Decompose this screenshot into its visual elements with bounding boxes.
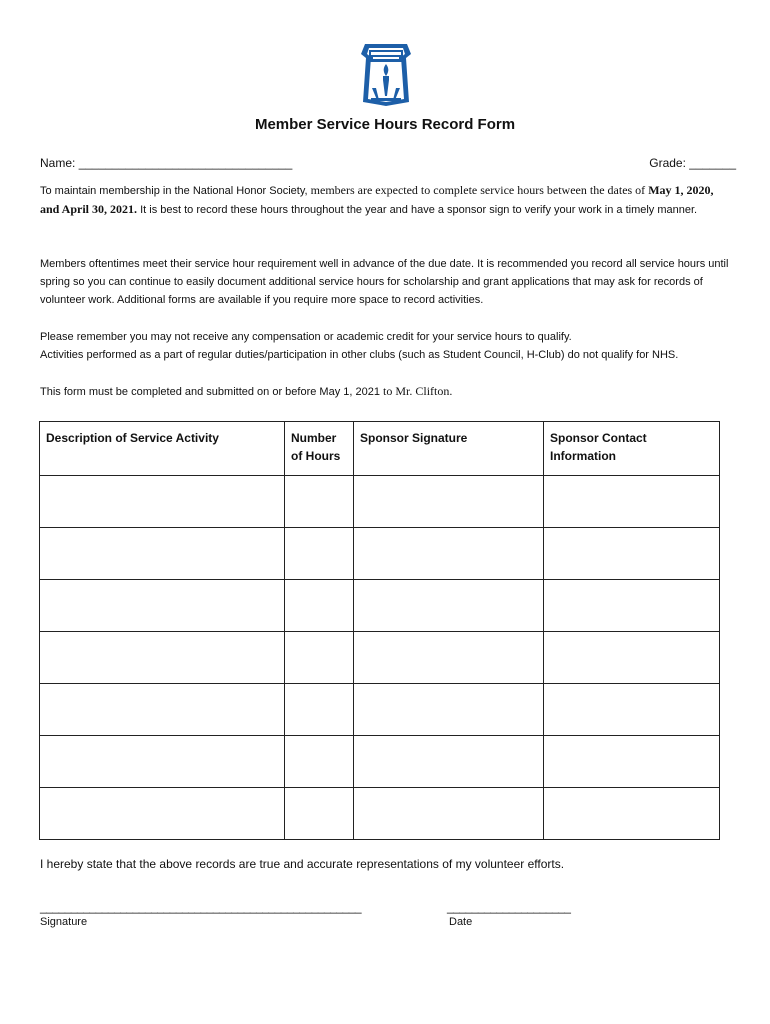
sponsor-signature-cell[interactable] (354, 788, 544, 840)
deadline-recipient: to Mr. Clifton. (383, 384, 453, 398)
hours-cell[interactable] (285, 528, 354, 580)
service-hours-table (39, 421, 720, 840)
description-cell[interactable] (40, 736, 285, 788)
date-label: Date (449, 916, 473, 928)
description-cell[interactable] (40, 632, 285, 684)
hours-cell[interactable] (285, 580, 354, 632)
sponsor-contact-cell[interactable] (544, 476, 720, 528)
sponsor-signature-cell[interactable] (354, 632, 544, 684)
sponsor-contact-cell[interactable] (544, 528, 720, 580)
requirement-paragraph: Members oftentimes meet their service hour requirement well in advance of the due date. It is recommended you record all service hours until spring so you can continue to easily document additional service hours for scholarship and grant applications that may ask for records of volunteer work. Additional forms are available if you require more space to record activities. (40, 258, 729, 306)
header-description: Description of Service Activity (40, 422, 285, 476)
sponsor-contact-cell[interactable] (544, 632, 720, 684)
sponsor-contact-cell[interactable] (544, 788, 720, 840)
description-cell[interactable] (40, 528, 285, 580)
sponsor-signature-cell[interactable] (354, 684, 544, 736)
certification-statement: I hereby state that the above records are true and accurate representations of my volunteer efforts. (40, 857, 565, 871)
service-dates: May 1, 2020, and April 30, 2021. (40, 183, 714, 216)
name-label: Name: (40, 156, 76, 170)
sponsor-signature-cell[interactable] (354, 580, 544, 632)
hours-cell[interactable] (285, 788, 354, 840)
table-row (40, 788, 720, 840)
hours-cell[interactable] (285, 632, 354, 684)
grade-field[interactable]: _______ (689, 156, 736, 170)
table-row (40, 476, 720, 528)
table-row (40, 684, 720, 736)
grade-label: Grade: (649, 156, 686, 170)
table-row (40, 736, 720, 788)
description-cell[interactable] (40, 580, 285, 632)
table-row (40, 580, 720, 632)
membership-text-b: members are expected to complete service hours between the dates of (310, 183, 649, 197)
hours-cell[interactable] (285, 684, 354, 736)
header-sponsor-signature: Sponsor Signature (354, 422, 544, 476)
form-title: Member Service Hours Record Form (254, 116, 516, 133)
deadline-text: This form must be completed and submitted on or before May 1, 2021 (40, 386, 384, 398)
hours-cell[interactable] (285, 736, 354, 788)
nhs-logo-icon (357, 42, 415, 108)
header-hours: Number of Hours (285, 422, 354, 476)
table-row (40, 528, 720, 580)
signature-field[interactable]: ____________________________________________________ (40, 900, 362, 914)
table-row (40, 632, 720, 684)
compensation-line: Please remember you may not receive any compensation or academic credit for your service hours to qualify. (40, 331, 572, 343)
description-cell[interactable] (40, 684, 285, 736)
date-field[interactable]: ____________________ (447, 900, 571, 914)
signature-label: Signature (40, 916, 88, 928)
membership-paragraph (40, 181, 730, 219)
description-cell[interactable] (40, 476, 285, 528)
description-cell[interactable] (40, 788, 285, 840)
hours-cell[interactable] (285, 476, 354, 528)
membership-text-d: It is best to record these hours throughout the year and have a sponsor sign to verify your work in a timely manner. (137, 204, 698, 216)
sponsor-signature-cell[interactable] (354, 736, 544, 788)
clubs-line: Activities performed as a part of regular duties/participation in other clubs (such as Student Council, H-Club) do not qualify for NHS. (40, 349, 679, 361)
sponsor-contact-cell[interactable] (544, 684, 720, 736)
deadline-paragraph (40, 382, 730, 401)
sponsor-contact-cell[interactable] (544, 580, 720, 632)
name-grade-row (40, 156, 736, 170)
membership-text-a: To maintain membership in the National Honor Society, (40, 185, 311, 197)
compensation-paragraph (40, 328, 730, 364)
name-field[interactable]: ________________________________ (78, 156, 293, 170)
table-header-row (40, 422, 720, 476)
sponsor-contact-cell[interactable] (544, 736, 720, 788)
grade-group (649, 156, 736, 170)
sponsor-signature-cell[interactable] (354, 528, 544, 580)
header-sponsor-contact: Sponsor Contact Information (544, 422, 720, 476)
sponsor-signature-cell[interactable] (354, 476, 544, 528)
